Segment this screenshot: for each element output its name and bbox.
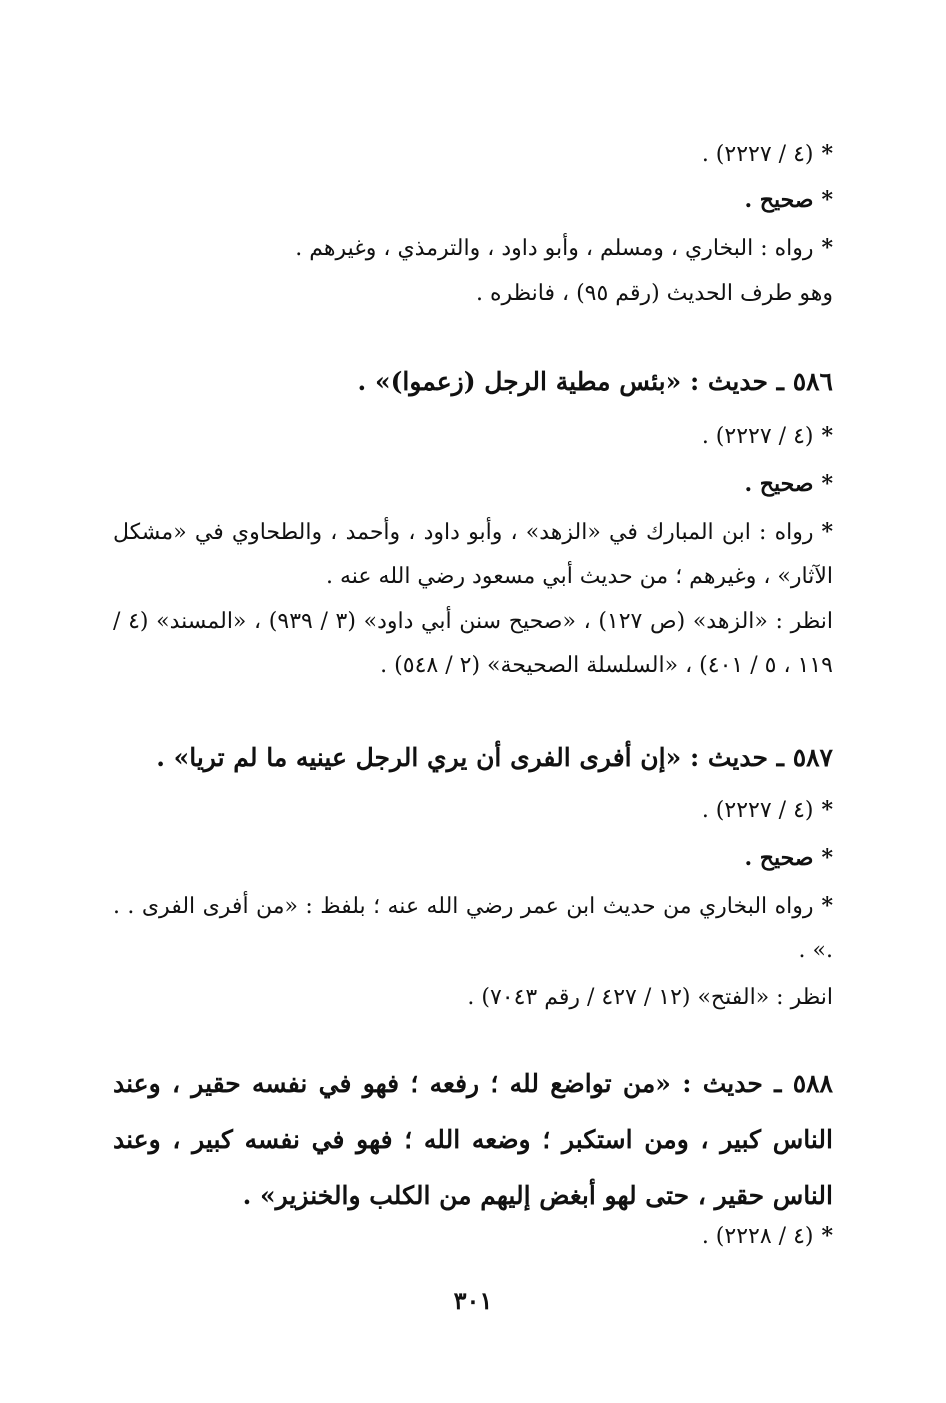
entry-see: انظر : «الفتح» (١٢ / ٤٢٧ / رقم ٧٠٤٣) . [467,985,833,1010]
bullet-star: * [821,893,833,919]
bullet-star: * [821,845,833,871]
entry-grade: *صحيح . [744,845,833,871]
bullet-star: * [821,471,833,497]
intro-narrators: *رواه : البخاري ، ومسلم ، وأبو داود ، والترمذي ، وغيرهم . [295,235,833,261]
entry-grade: *صحيح . [744,471,833,497]
entry-heading: ٥٨٦ ـ حديث : «بئس مطية الرجل (زعموا)» . [357,367,833,396]
entry-narrators: *رواه : ابن المبارك في «الزهد» ، وأبو داود ، وأحمد ، والطحاوي في «مشكل الآثار» ، وغيرهم ؛ من حديث أبي مسعود رضي الله عنه . [113,519,833,589]
entry-narrators: *رواه البخاري من حديث ابن عمر رضي الله عنه ؛ بلفظ : «من أفرى الفرى . . .» . [113,893,833,963]
bullet-star: * [821,141,833,167]
bullet-star: * [821,187,833,213]
entry-ref: *(٤ / ٢٢٢٨) . [701,1223,833,1249]
intro-ref: *(٤ / ٢٢٢٧) . [701,141,833,167]
bullet-star: * [821,423,833,449]
bullet-star: * [821,1223,833,1249]
intro-note: وهو طرف الحديث (رقم ٩٥) ، فانظره . [475,281,833,306]
bullet-star: * [821,235,833,261]
bullet-star: * [821,797,833,823]
intro-grade: *صحيح . [744,187,833,213]
page-number: ٣٠١ [453,1286,493,1315]
entry-heading: ٥٨٨ ـ حديث : «من تواضع لله ؛ رفعه ؛ فهو في نفسه حقير ، وعند الناس كبير ، ومن استكبر ؛ وضعه الله ؛ فهو في نفسه كبير ، وعند الناس حقير ، حتى لهو أبغض إليهم من الكلب والخنزير» . [113,1069,833,1210]
entry-ref: *(٤ / ٢٢٢٧) . [701,423,833,449]
entry-heading: ٥٨٧ ـ حديث : «إن أفرى الفرى أن يري الرجل عينيه ما لم تريا» . [156,743,833,772]
entry-ref: *(٤ / ٢٢٢٧) . [701,797,833,823]
entry-see: انظر : «الزهد» (ص ١٢٧) ، «صحيح سنن أبي داود» (٣ / ٩٣٩) ، «المسند» (٤ / ١١٩ ، ٥ / ٤٠١) ، «السلسلة الصحيحة» (٢ / ٥٤٨) . [113,609,833,678]
bullet-star: * [821,519,833,545]
